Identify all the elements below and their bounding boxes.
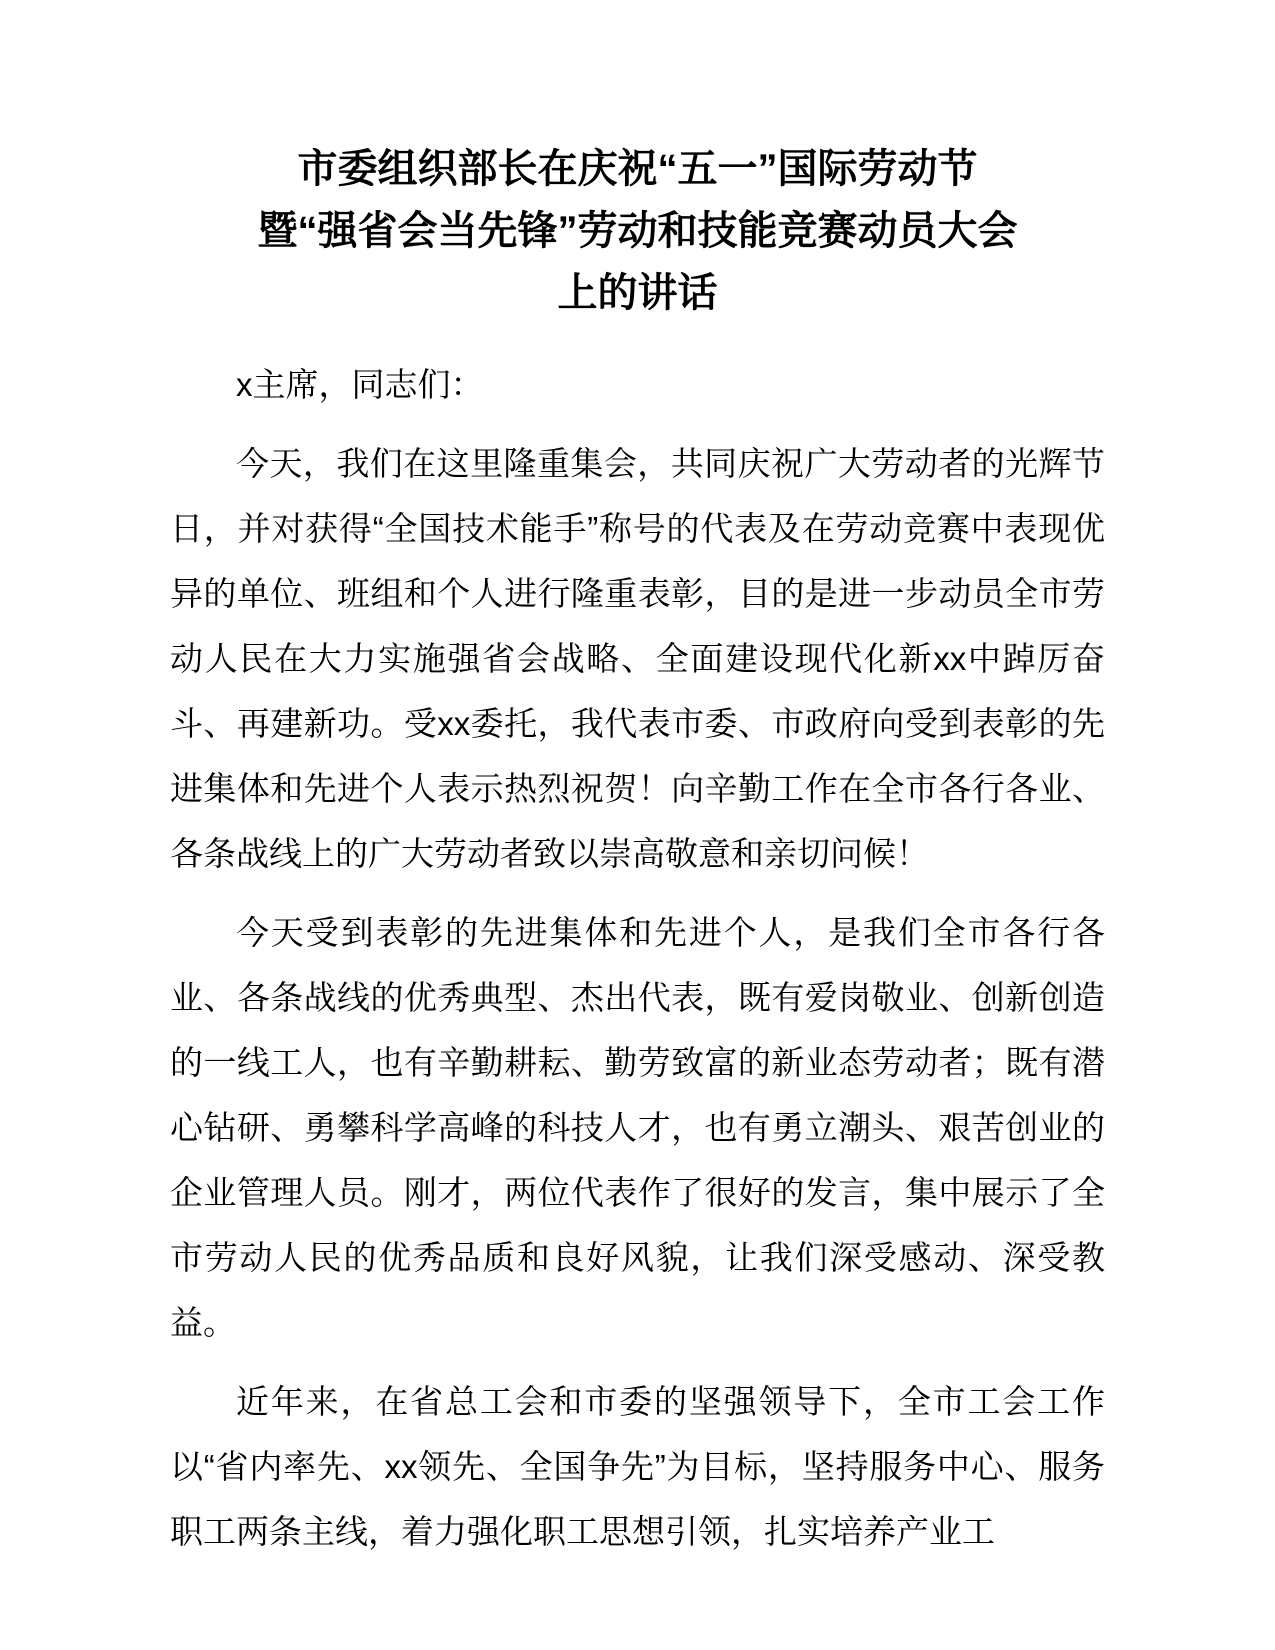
paragraph-3: 近年来，在省总工会和市委的坚强领导下，全市工会工作以“省内率先、xx领先、全国争先”为目标，坚持服务中心、服务职工两条主线，着力强化职工思想引领，扎实培养产业工 [170, 1383, 1105, 1550]
paragraph-2: 今天受到表彰的先进集体和先进个人，是我们全市各行各业、各条战线的优秀典型、杰出代表，既有爱岗敬业、创新创造的一线工人，也有辛勤耕耘、勤劳致富的新业态劳动者；既有潜心钻研、勇攀科学高峰的科技人才，也有勇立潮头、艰苦创业的企业管理人员。刚才，两位代表作了很好的发言，集中展示了全市劳动人民的优秀品质和良好风貌，让我们深受感动、深受教益。 [170, 914, 1105, 1341]
document-body [170, 352, 1105, 1564]
title-line-3: 上的讲话 [557, 271, 718, 315]
title-line-2: 暨“强省会当先锋”劳动和技能竞赛动员大会 [257, 209, 1018, 253]
title-line-1: 市委组织部长在庆祝“五一”国际劳动节 [297, 147, 978, 191]
paragraph-1: 今天，我们在这里隆重集会，共同庆祝广大劳动者的光辉节日，并对获得“全国技术能手”称号的代表及在劳动竞赛中表现优异的单位、班组和个人进行隆重表彰，目的是进一步动员全市劳动人民在大力实施强省会战略、全面建设现代化新xx中踔厉奋斗、再建新功。受xx委托，我代表市委、市政府向受到表彰的先进集体和先进个人表示热烈祝贺！向辛勤工作在全市各行各业、各条战线上的广大劳动者致以崇高敬意和亲切问候！ [170, 445, 1105, 872]
document-title [170, 138, 1105, 324]
salutation: x主席，同志们： [236, 366, 484, 403]
